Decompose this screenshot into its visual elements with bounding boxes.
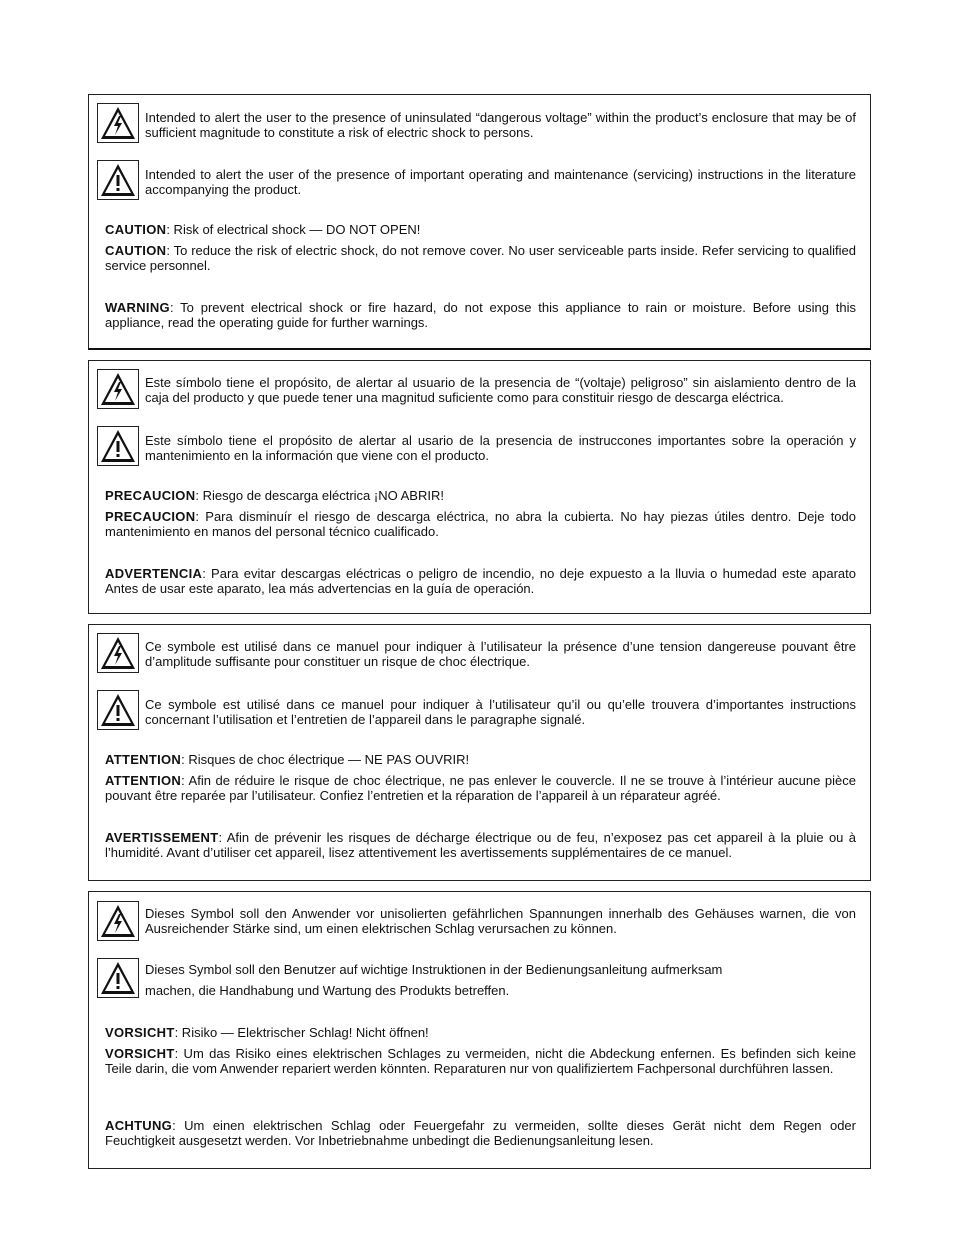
caution-line-1 [105,752,856,767]
exclamation-warning-icon [97,958,139,998]
caution-keyword: ATTENTION [105,773,182,788]
warning-paragraph [105,300,856,330]
caution-keyword: VORSICHT [105,1025,175,1040]
instructions-warning-row [97,690,856,730]
warning-paragraph [105,566,856,596]
caution-text: : Risk of electrical shock — DO NOT OPEN! [166,222,421,237]
safety-box-english [88,94,871,350]
lightning-warning-icon [97,633,139,673]
caution-keyword: CAUTION [105,222,167,237]
safety-box-spanish [88,360,871,614]
caution-line-2 [105,1046,856,1076]
warning-keyword: ACHTUNG [105,1118,173,1133]
caution-text: : Um das Risiko eines elektrischen Schlages zu vermeiden, nicht die Abdeckung enfernen. Es befinden sich keine Teile darin, die vom Anwender repariert werden könnten. Reparaturen nur von qualifiziertem Fachpersonal durchführen lassen. [105,1046,856,1076]
instructions-warning-text-line-2: machen, die Handhabung und Wartung des Produkts betreffen. [145,983,510,998]
caution-keyword: CAUTION [105,243,167,258]
warning-keyword: WARNING [105,300,170,315]
caution-text: : Para disminuír el riesgo de descarga eléctrica, no abra la cubierta. No hay piezas útiles dentro. Deje todo mantenimiento en manos del personal técnico cualificado. [105,509,856,539]
warning-text: : To prevent electrical shock or fire hazard, do not expose this appliance to rain or moisture. Before using this appliance, read the operating guide for further warnings. [105,300,856,330]
caution-text: : Riesgo de descarga eléctrica ¡NO ABRIR! [195,488,444,503]
instructions-warning-row [97,160,856,200]
voltage-warning-text: Este símbolo tiene el propósito, de alertar al usuario de la presencia de “(voltaje) peligroso” sin aislamiento dentro de la caja del producto y que puede tener una magnitud suficiente como para constituir riesgo de descarga eléctrica. [145,375,856,405]
voltage-warning-row [97,103,856,143]
voltage-warning-row [97,901,856,941]
voltage-warning-text: Dieses Symbol soll den Anwender vor unisolierten gefährlichen Spannungen innerhalb des Gehäuses warnen, die von Ausreichender Stärke sind, um einen elektrischen Schlag verursachen zu können. [145,906,856,936]
caution-line-1 [105,1025,856,1040]
instructions-warning-text-line-1: Dieses Symbol soll den Benutzer auf wichtige Instruktionen in der Bedienungsanleitung aufmerksam [145,962,723,977]
warning-text: : Afin de prévenir les risques de décharge électrique ou de feu, n’exposez pas cet appareil à la pluie ou à l’humidité. Avant d’utiliser cet appareil, lisez attentivement les avertissements supplémentaires de ce manuel. [105,830,856,860]
caution-keyword: PRECAUCION [105,488,196,503]
exclamation-warning-icon [97,160,139,200]
caution-text: : Risques de choc électrique — NE PAS OUVRIR! [181,752,470,767]
caution-keyword: VORSICHT [105,1046,175,1061]
voltage-warning-row [97,633,856,673]
warning-paragraph [105,830,856,860]
lightning-warning-icon [97,369,139,409]
warning-text: : Para evitar descargas eléctricas o peligro de incendio, no deje expuesto a la lluvia o humedad este aparato Antes de usar este aparato, lea más advertencias en la guía de operación. [105,566,856,596]
exclamation-warning-icon [97,690,139,730]
instructions-warning-text: Este símbolo tiene el propósito de alertar al usario de la presencia de instruccones importantes sobre la operación y mantenimiento en la información que viene con el producto. [145,433,856,463]
caution-text: : To reduce the risk of electric shock, do not remove cover. No user serviceable parts inside. Refer servicing to qualified service personnel. [105,243,856,273]
caution-text: : Risiko — Elektrischer Schlag! Nicht öffnen! [174,1025,429,1040]
instructions-warning-row [97,426,856,466]
caution-line-2 [105,243,856,273]
caution-line-1 [105,488,856,503]
voltage-warning-text: Intended to alert the user to the presence of uninsulated “dangerous voltage” within the product’s enclosure that may be of sufficient magnitude to constitute a risk of electric shock to persons. [145,110,856,140]
caution-line-2 [105,773,856,803]
caution-keyword: PRECAUCION [105,509,196,524]
warning-keyword: AVERTISSEMENT [105,830,219,845]
caution-line-1 [105,222,856,237]
voltage-warning-row [97,369,856,409]
instructions-warning-text: Intended to alert the user of the presence of important operating and maintenance (servicing) instructions in the literature accompanying the product. [145,167,856,197]
warning-paragraph [105,1118,856,1148]
warning-keyword: ADVERTENCIA [105,566,203,581]
caution-text: : Afin de réduire le risque de choc électrique, ne pas enlever le couvercle. Il ne se trouve à l’intérieur aucune pièce pouvant être reparée par l’utilisateur. Confiez l’entretien et la réparation de l’appareil à un réparateur agréé. [105,773,856,803]
instructions-warning-row [97,958,856,998]
lightning-warning-icon [97,901,139,941]
safety-box-german [88,891,871,1169]
safety-box-french [88,624,871,881]
voltage-warning-text: Ce symbole est utilisé dans ce manuel pour indiquer à l’utilisateur la présence d’une tension dangereuse pouvant être d’amplitude suffisante pour constituer un risque de choc électrique. [145,639,856,669]
instructions-warning-text: Ce symbole est utilisé dans ce manuel pour indiquer à l’utilisateur qu’il ou qu’elle trouvera d’importantes instructions concernant l’utilisation et l’entretien de l’appareil dans le paragraphe signalé. [145,697,856,727]
caution-line-2 [105,509,856,539]
lightning-warning-icon [97,103,139,143]
caution-keyword: ATTENTION [105,752,182,767]
exclamation-warning-icon [97,426,139,466]
warning-text: : Um einen elektrischen Schlag oder Feuergefahr zu vermeiden, sollte dieses Gerät nicht dem Regen oder Feuchtigkeit ausgesetzt werden. Vor Inbetriebnahme unbedingt die Bedienungsanleitung lesen. [105,1118,856,1148]
